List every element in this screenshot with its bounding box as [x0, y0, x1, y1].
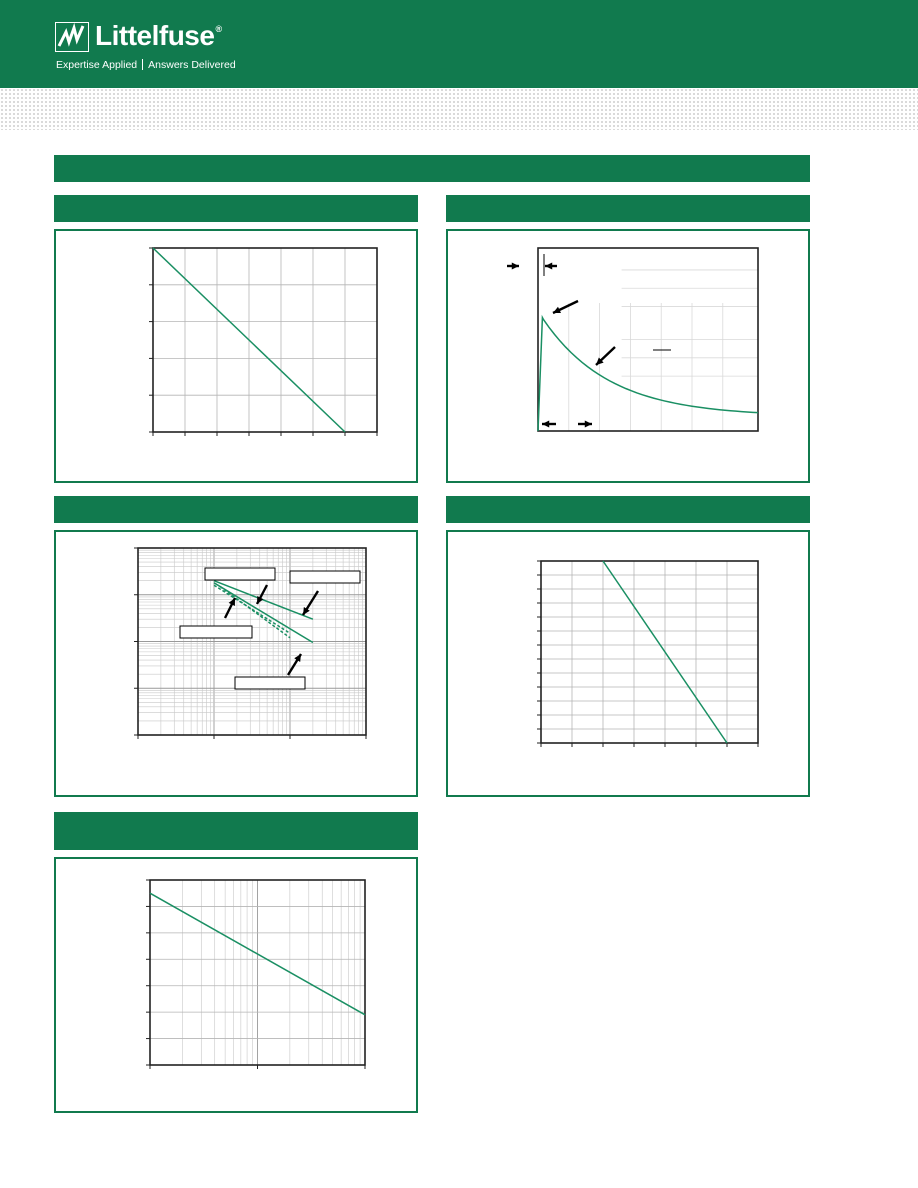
littelfuse-logo-icon — [55, 22, 89, 52]
chart5-plot — [143, 873, 373, 1073]
chart2-title-bar — [446, 195, 810, 222]
tagline-left: Expertise Applied — [56, 59, 138, 71]
registered-mark: ® — [215, 24, 222, 34]
plot-frame — [541, 561, 758, 743]
chart3-plot — [130, 540, 370, 745]
chart1-plot — [145, 240, 385, 440]
td-arrow-right-head — [585, 421, 592, 428]
tagline-separator — [142, 59, 143, 70]
tr-arrow-left-head — [512, 263, 519, 270]
dot-pattern-band — [0, 88, 918, 130]
header-bar — [0, 0, 918, 88]
chart1-title-bar — [54, 195, 418, 222]
chart2-plot — [515, 240, 765, 440]
plot-frame — [153, 248, 377, 432]
chart4-title-bar — [446, 496, 810, 523]
chart3-title-bar — [54, 496, 418, 523]
section-title-bar — [54, 155, 810, 182]
brand-name: Littelfuse® — [95, 20, 222, 51]
label-box-1 — [205, 568, 275, 580]
label-box-3 — [180, 626, 252, 638]
label-box-4 — [235, 677, 305, 689]
tagline — [56, 59, 236, 71]
chart5-title-bar — [54, 812, 418, 850]
pulse-waveform-curve — [538, 318, 758, 431]
chart4-plot — [535, 555, 765, 750]
td-arrow-left-head — [542, 421, 549, 428]
tr-arrow-right-head — [545, 263, 552, 270]
tagline-right: Answers Delivered — [148, 59, 236, 71]
label-box-2 — [290, 571, 360, 583]
